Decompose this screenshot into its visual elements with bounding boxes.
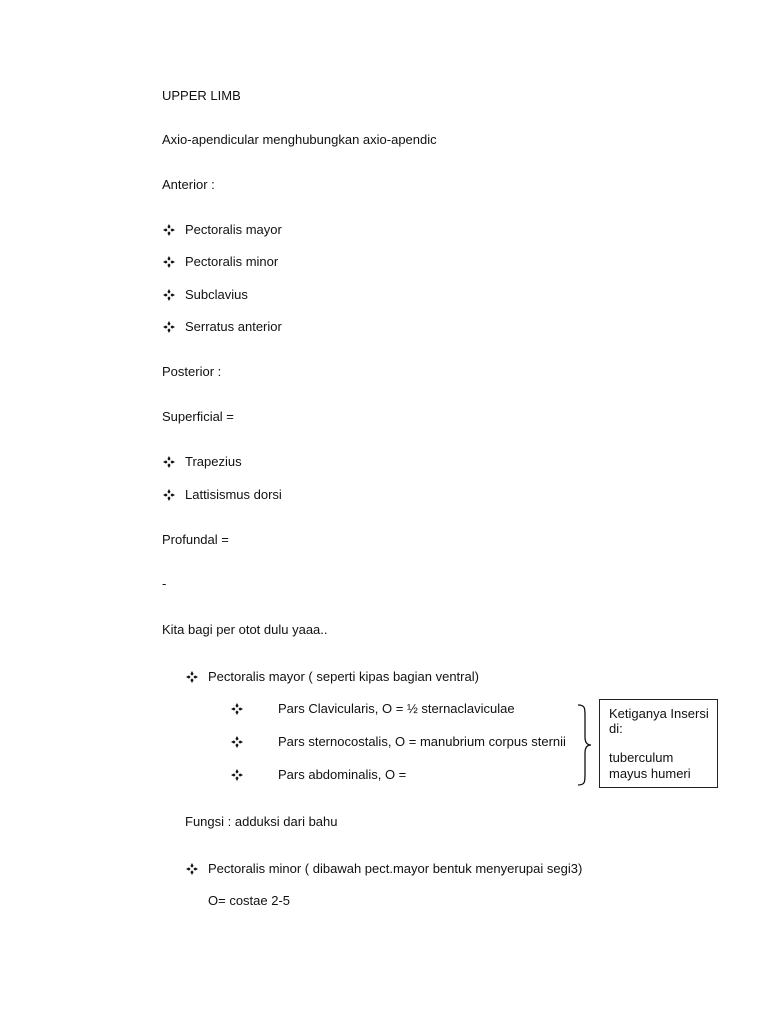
diamond-bullet-icon <box>163 321 175 333</box>
pect-minor-origin: O= costae 2-5 <box>208 893 291 908</box>
diamond-bullet-icon <box>231 703 243 715</box>
list-item: Lattisismus dorsi <box>185 487 282 502</box>
note-line: tuberculum <box>609 750 674 765</box>
anterior-heading: Anterior : <box>162 177 215 192</box>
profundal-heading: Profundal = <box>162 532 229 547</box>
diamond-bullet-icon <box>186 671 198 683</box>
note-line: mayus humeri <box>609 766 691 781</box>
intro-text: Axio-apendicular menghubungkan axio-apendic <box>162 132 437 147</box>
list-item: Subclavius <box>185 287 248 302</box>
superficial-heading: Superficial = <box>162 409 234 424</box>
diamond-bullet-icon <box>163 256 175 268</box>
list-item: Pectoralis mayor <box>185 222 282 237</box>
note-line: di: <box>609 721 623 736</box>
list-item: Pars sternocostalis, O = manubrium corpus sternii <box>278 734 566 749</box>
list-item: Serratus anterior <box>185 319 282 334</box>
diamond-bullet-icon <box>231 736 243 748</box>
section-intro: Kita bagi per otot dulu yaaa.. <box>162 622 328 637</box>
diamond-bullet-icon <box>163 224 175 236</box>
list-item: Pectoralis minor <box>185 254 279 269</box>
profundal-item: - <box>162 576 167 591</box>
insertion-note-box <box>599 699 718 788</box>
diamond-bullet-icon <box>186 863 198 875</box>
diamond-bullet-icon <box>163 289 175 301</box>
posterior-heading: Posterior : <box>162 364 222 379</box>
list-item: Pars Clavicularis, O = ½ sternaclaviculae <box>278 701 515 716</box>
diamond-bullet-icon <box>163 489 175 501</box>
pect-mayor-label: Pectoralis mayor ( seperti kipas bagian ventral) <box>208 669 479 684</box>
list-item: Trapezius <box>185 454 242 469</box>
note-line: Ketiganya Insersi <box>609 706 709 721</box>
list-item: Pars abdominalis, O = <box>278 767 407 782</box>
page-title: UPPER LIMB <box>162 88 241 103</box>
diamond-bullet-icon <box>231 769 243 781</box>
fungsi-text: Fungsi : adduksi dari bahu <box>185 814 338 829</box>
pect-minor-label: Pectoralis minor ( dibawah pect.mayor bentuk menyerupai segi3) <box>208 861 583 876</box>
right-brace-icon <box>574 704 594 786</box>
diamond-bullet-icon <box>163 456 175 468</box>
